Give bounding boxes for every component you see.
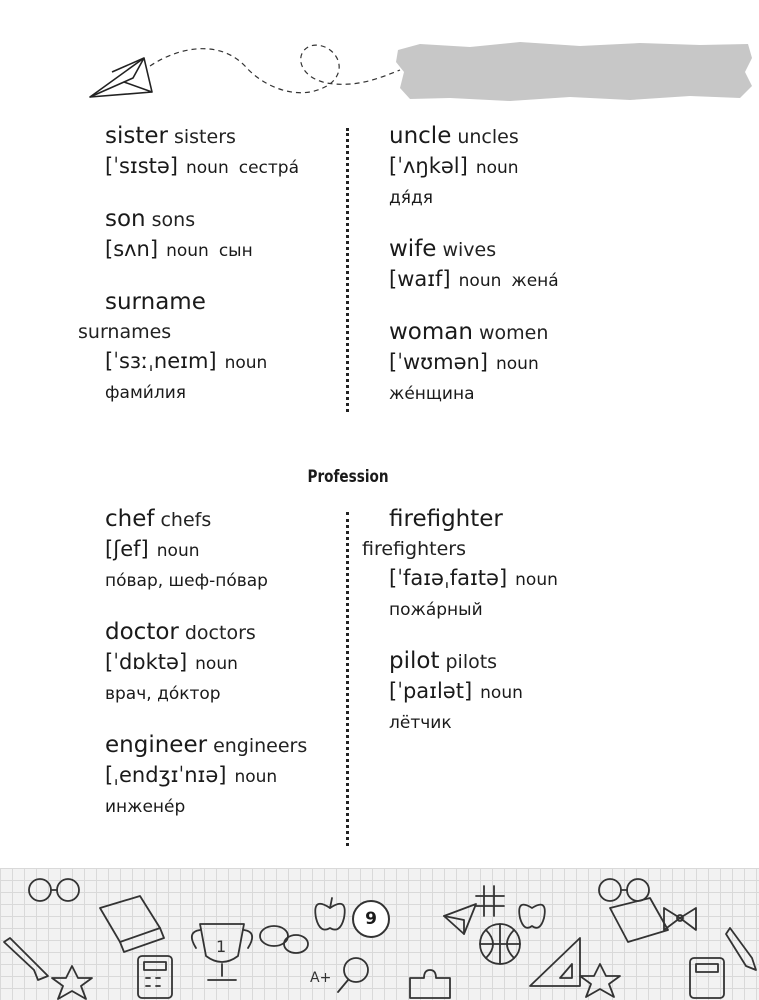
translation: фами́лия — [105, 383, 186, 403]
entry-wife — [362, 235, 622, 296]
profession-right-column — [362, 505, 622, 760]
paper-plane-icon — [90, 58, 152, 97]
headword: sister — [105, 123, 168, 149]
part-of-speech: noun — [475, 158, 519, 178]
pencil-icon — [4, 938, 48, 980]
translation: сын — [218, 241, 253, 261]
entry-woman — [362, 318, 622, 409]
calculator-icon — [138, 956, 172, 998]
translation: врач, до́ктор — [105, 684, 221, 704]
star-icon — [580, 964, 620, 997]
headword: wife — [389, 236, 437, 262]
plural-form: doctors — [184, 622, 256, 644]
entry-sister — [78, 122, 340, 183]
transcription: [ˈwʊmən] — [389, 350, 488, 374]
part-of-speech: noun — [496, 354, 539, 374]
entry-pilot — [362, 647, 622, 738]
header-decoration — [0, 0, 759, 120]
tic-tac-toe-icon — [476, 886, 504, 916]
translation: по́вар, шеф-по́вар — [105, 571, 268, 591]
trophy-icon — [192, 924, 252, 980]
part-of-speech: noun — [186, 158, 229, 178]
triangle-ruler-icon — [530, 938, 580, 986]
plural-form: sons — [151, 209, 196, 231]
star-icon — [52, 966, 92, 999]
plural-form: surnames — [78, 321, 172, 343]
translation: пожа́рный — [389, 600, 483, 620]
paper-plane-icon — [444, 904, 476, 934]
entry-engineer — [78, 731, 340, 822]
headword: pilot — [389, 648, 440, 674]
part-of-speech: noun — [156, 541, 200, 561]
transcription: [ʃef] — [105, 537, 149, 561]
plural-form: sisters — [173, 126, 236, 148]
column-divider — [346, 512, 349, 846]
svg-text:1: 1 — [216, 937, 227, 956]
transcription: [ˈʌŋkəl] — [389, 154, 468, 178]
translation: сестра́ — [238, 158, 299, 178]
bow-icon — [664, 908, 696, 930]
translation: жена́ — [511, 271, 559, 291]
headword: uncle — [389, 123, 452, 149]
transcription: [ˌendʒɪˈnɪə] — [105, 763, 227, 787]
transcription: [ˈsɪstə] — [105, 154, 178, 178]
magnifier-icon — [338, 958, 368, 992]
plural-form: uncles — [457, 126, 519, 148]
glasses-icon — [29, 879, 79, 901]
part-of-speech: noun — [480, 683, 523, 703]
headword: son — [105, 206, 146, 232]
headword: doctor — [105, 619, 179, 645]
entry-chef — [78, 505, 340, 596]
part-of-speech: noun — [166, 241, 209, 261]
plural-form: wives — [442, 239, 497, 261]
headword: woman — [389, 319, 473, 345]
plural-form: firefighters — [362, 538, 466, 560]
translation: же́нщина — [389, 384, 475, 404]
plural-form: women — [478, 322, 549, 344]
pencil-icon — [726, 928, 756, 970]
entry-surname — [78, 288, 340, 408]
page-number: 9 — [352, 900, 390, 938]
brush-stroke — [396, 42, 752, 101]
family-left-column — [78, 122, 340, 430]
profession-left-column — [78, 505, 340, 844]
part-of-speech: noun — [458, 271, 502, 291]
entry-doctor — [78, 618, 340, 709]
headword: surname — [105, 289, 206, 315]
plural-form: chefs — [160, 509, 212, 531]
speech-bubble-icon — [260, 926, 308, 953]
puzzle-icon — [410, 970, 450, 998]
entry-son — [78, 205, 340, 266]
transcription: [ˈfaɪəˌfaɪtə] — [389, 566, 508, 590]
entry-firefighter — [362, 505, 622, 625]
transcription: [waɪf] — [389, 267, 451, 291]
column-divider — [346, 128, 349, 412]
section-title: Profession — [307, 467, 389, 487]
transcription: [ˈdɒktə] — [105, 650, 188, 674]
headword: firefighter — [389, 506, 503, 532]
transcription: [sʌn] — [105, 237, 159, 261]
svg-text:A+: A+ — [310, 970, 332, 986]
book-icon — [610, 898, 668, 942]
part-of-speech: noun — [224, 353, 268, 373]
translation: инжене́р — [105, 797, 186, 817]
plural-form: engineers — [213, 735, 308, 757]
glasses-icon — [599, 879, 649, 901]
translation: лётчик — [389, 713, 452, 733]
family-right-column — [362, 122, 622, 431]
apple-icon — [315, 898, 344, 930]
translation: дя́дя — [389, 188, 433, 208]
apple-icon — [519, 905, 545, 928]
part-of-speech: noun — [515, 570, 558, 590]
transcription: [ˈsɜːˌneɪm] — [105, 349, 217, 373]
part-of-speech: noun — [234, 767, 278, 787]
entry-uncle — [362, 122, 622, 213]
dashed-trail — [150, 45, 400, 93]
calculator-icon — [690, 958, 724, 998]
headword: chef — [105, 506, 155, 532]
plural-form: pilots — [445, 651, 498, 673]
transcription: [ˈpaɪlət] — [389, 679, 473, 703]
book-icon — [100, 896, 164, 952]
ball-icon — [480, 924, 520, 964]
headword: engineer — [105, 732, 208, 758]
part-of-speech: noun — [195, 654, 238, 674]
